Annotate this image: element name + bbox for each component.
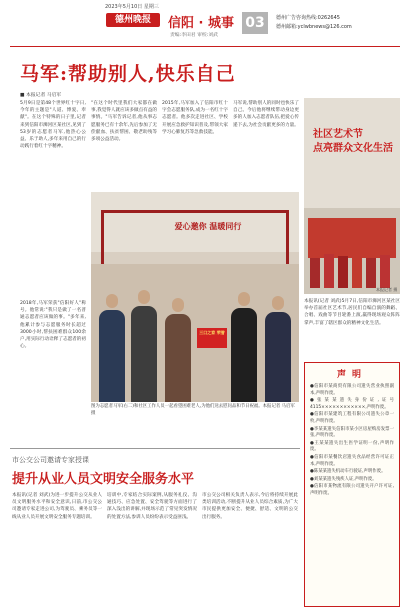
main-story-column-1: 5月9日是第48个世界红十字日,今年的主题是"人道、博爱、奉献"。在这个特殊的日子里,记者来到信阳市浉河区某社区,见到了53岁的志愿者马军,他热心公益、乐于助人,多年来用自己的行动践行着红十字精神。: [20, 101, 86, 150]
bottom-story-headline: 提升从业人员文明安全服务水平: [12, 472, 195, 487]
photo-gate-arch: [101, 210, 289, 264]
main-story-column-3: 2015年,马军加入了信阳市红十字会志愿服务队,成为一名红十字志愿者。他多次走进社区、学校开展应急救护知识普及,带领大家学习心肺复苏等急救技能。: [162, 101, 228, 135]
person-head: [238, 292, 250, 306]
bottom-story-kicker: 市公交公司邀请专家授课: [12, 456, 89, 464]
sidebar-title-line-1: 社区艺术节: [313, 129, 363, 140]
statement-item: ●李某某遗失信阳市某小区房屋购房发票一张,声明作废。: [310, 426, 394, 439]
main-story-photo: [91, 192, 299, 402]
bottom-story-column-3: 市公交公司相关负责人表示,今后将持续开展此类培训活动,不断提升从业人员综合素质,为广大市民提供更加安全、便捷、舒适、文明的公交出行服务。: [202, 493, 298, 520]
statement-item: ●信阳市某物流有限公司遗失开户许可证,声明作废。: [310, 484, 394, 496]
date-line: 2023年5月10日 星期三: [105, 4, 159, 10]
statement-notice-box: [304, 362, 400, 607]
section-name: 信阳 · 城事: [168, 16, 234, 31]
person-head: [172, 298, 184, 312]
person-figure: [99, 310, 125, 402]
statement-title: 声明: [336, 370, 367, 380]
sidebar-title: [313, 128, 393, 156]
newspaper-logo: 德州晚报: [106, 13, 160, 27]
header-rule: [10, 46, 400, 47]
person-figure: [131, 306, 157, 402]
page-number: 03: [242, 12, 268, 34]
statement-item: ●信阳市某餐饮店遗失食品经营许可证正本,声明作废。: [310, 454, 394, 467]
photo-honor-banner: 三口之家 荣誉: [197, 328, 227, 348]
bottom-story-column-1: 本报讯(记者 刘武)为进一步提升公交从业人员文明服务水平和安全意识,日前,市公交公司邀请专家走进公司,为驾驶员、乘务员等一线从业人员开展文明安全服务专题培训。: [12, 493, 102, 520]
person-head: [106, 294, 118, 308]
section-editor-line: 责编:李田君 审校:刘武: [170, 33, 218, 38]
contact-email: 德州邮箱:yclwbnews@126.com: [276, 24, 352, 30]
statement-item: ●刘某某遗失残疾人证,声明作废。: [310, 476, 377, 482]
main-story-column-2: "在这个时代里我们大家都在做事,我觉得人就应该多做点有益的事情。"马军告诉记者,他从事志愿服务已有十余年,先后参加了无偿献血、扶贫帮困、敬老助残等多项公益活动。: [91, 101, 157, 143]
person-figure: [165, 314, 191, 402]
person-figure: [265, 312, 291, 402]
statement-item: ●信阳市某建筑工程有限公司遗失公章一枚,声明作废。: [310, 412, 394, 424]
main-photo-caption: 图为志愿者马军(右二)和社区工作人员一起看望困难老人,为他们送去慰问品和节日祝福。本报记者 马启军 摄: [91, 404, 295, 416]
person-figure: [231, 308, 257, 402]
bottom-story-column-2: 培训中,专家结合实际案例,从服务礼仪、沟通技巧、应急处置、安全驾驶等方面进行了深入浅出的讲解,并现场示范了常见突发情况的处置方法,参训人员纷纷表示受益匪浅。: [107, 493, 197, 520]
ad-hotline: 德州广告咨询热线:0262645: [276, 15, 340, 21]
main-headline: 马军:帮助别人,快乐自己: [20, 63, 236, 85]
statement-item: ●王某某遗失出生医学证明一份,声明作废。: [310, 440, 394, 453]
person-head: [272, 296, 284, 310]
statement-item: ●张某某遗失身份证,证号4115××××××××××××,声明作废。: [310, 398, 394, 410]
gate-sign-text: 爱心邀你 温暖同行: [174, 221, 242, 231]
sidebar-title-line-2: 点亮群众文化生活: [313, 143, 393, 154]
story-divider: [10, 448, 300, 449]
main-byline: ■ 本报记者 马启军: [20, 93, 62, 98]
sidebar-photo-credit: 本报记者 摄: [376, 287, 398, 292]
statement-item: ●信阳市某商贸有限公司遗失营业执照副本,声明作废。: [310, 384, 394, 396]
main-story-column-4: 马军说,帮助别人的同时也快乐了自己。今后他将继续带动身边更多的人加入志愿者队伍,把爱心传递下去,为社会贡献更多的力量。: [233, 101, 299, 128]
statement-item: ●陈某某遗失机动车行驶证,声明作废。: [310, 469, 386, 475]
main-story-column-1-continued: 2018年,马军荣获"信阳好人"称号。他常说:"我只是做了一名普通志愿者应该做的事。"多年来,他累计参与志愿服务时长超过3000小时,帮扶困难群众100余户,用实际行动诠释了志愿者的初心。: [20, 301, 86, 350]
sidebar-text: 本报讯(记者 刘武)5月7日,信阳市浉河区某社区举办首届社区艺术节,居民们自编自演的舞蹈、合唱、戏曲等节目轮番上演,赢得现场观众阵阵掌声,丰富了辖区群众的精神文化生活。: [304, 299, 400, 326]
person-head: [138, 290, 150, 304]
contact-info: [276, 14, 352, 32]
